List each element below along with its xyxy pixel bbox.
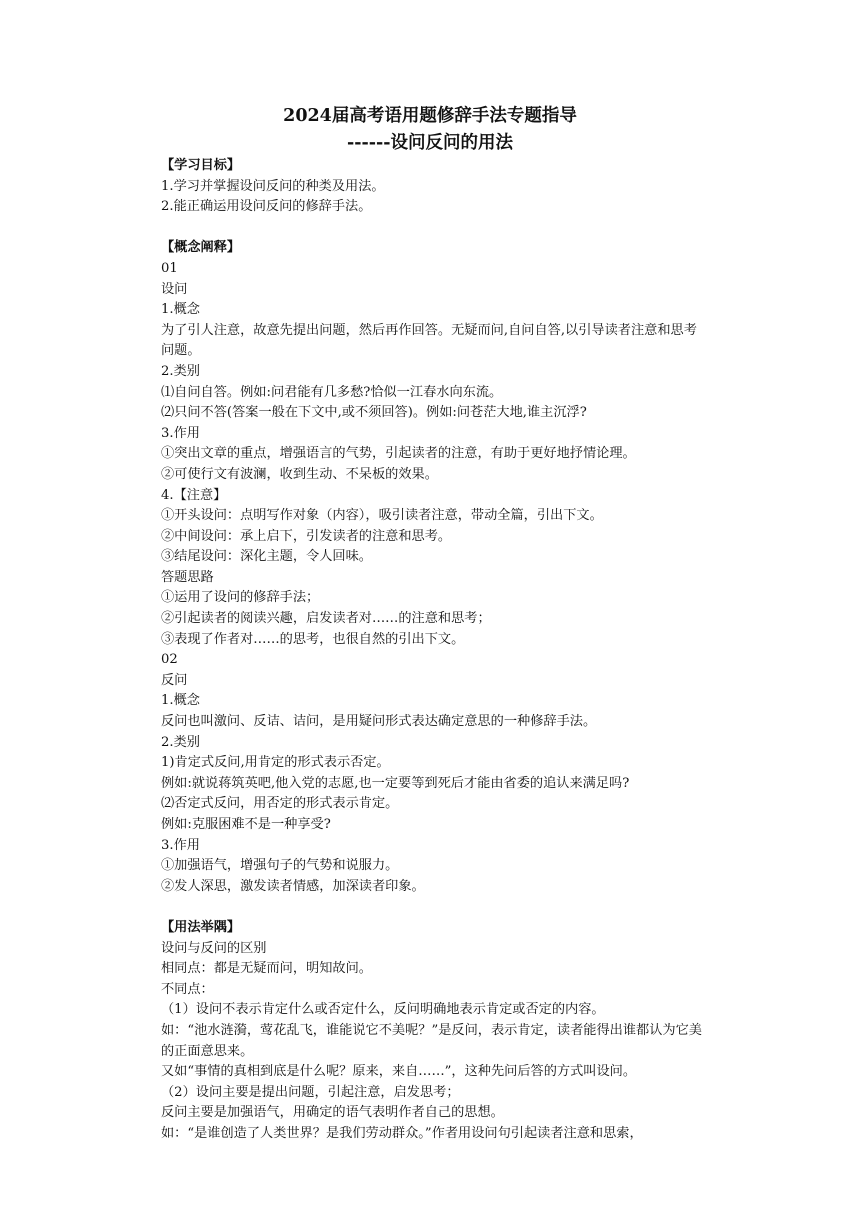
text-line: 相同点：都是无疑而问，明知故问。 [161,961,372,977]
document-body [161,156,709,1145]
text-line: ②可使行文有波澜，收到生动、不呆板的效果。 [161,466,438,482]
text-line: ②发人深思，激发读者情感，加深读者印象。 [161,878,425,894]
text-line: ①开头设问：点明写作对象（内容），吸引读者注意，带动全篇，引出下文。 [161,508,603,524]
text-line: 2.类别 [161,734,200,750]
section-heading: 【概念阐释】 [161,240,241,256]
text-line: 02 [161,652,178,668]
text-line: 设问与反问的区别 [161,940,267,956]
section-heading: 【学习目标】 [161,158,241,173]
text-line: （1）设问不表示肯定什么或否定什么，反问明确地表示肯定或否定的内容。 [161,1002,605,1018]
text-line: 2.能正确运用设问反问的修辞手法。 [161,199,372,215]
document-title: 2024届高考语用题修辞手法专题指导 [283,106,577,126]
text-line: 不同点： [161,981,214,997]
text-line: 反问也叫激问、反诘、诘问，是用疑问形式表达确定意思的一种修辞手法。 [161,714,597,730]
text-line: 3.作用 [161,837,200,853]
text-line: 反问 [161,672,188,688]
text-line: ①突出文章的重点，增强语言的气势，引起读者的注意，有助于更好地抒情论理。 [161,446,636,462]
text-line: 1.学习并掌握设问反问的种类及用法。 [161,178,385,194]
text-line: 4.【注意】 [161,487,227,503]
text-line: 例如:克服困难不是一种享受? [161,817,331,832]
text-line: 01 [161,260,178,276]
text-line: 又如“事情的真相到底是什么呢？原来，来自……”，这种先问后答的方式叫设问。 [161,1064,637,1080]
text-line: ③结尾设问：深化主题，令人回味。 [161,549,372,565]
text-line: 例如:就说蒋筑英吧,他入党的志愿,也一定要等到死后才能由省委的追认来满足吗? [161,775,630,791]
text-line: 如：“池水涟漪，莺花乱飞，谁能说它不美呢？”是反问，表示肯定，读者能得出谁都认为它美的正面意思来。 [161,1022,702,1059]
text-line: ②中间设问：承上启下，引发读者的注意和思考。 [161,528,452,544]
text-line: ①加强语气，增强句子的气势和说服力。 [161,858,399,874]
text-line: 2.类别 [161,363,200,379]
text-line: ⑴自问自答。例如:问君能有几多愁?恰似一江春水向东流。 [161,384,503,400]
text-line: ③表现了作者对……的思考，也很自然的引出下文。 [161,631,465,647]
blank-line [161,218,709,239]
text-line: 1.概念 [161,693,200,709]
document-subtitle: ------设问反问的用法 [346,133,514,153]
text-line: 反问主要是加强语气，用确定的语气表明作者自己的思想。 [161,1105,504,1121]
text-line: 1)肯定式反问,用肯定的形式表示否定。 [161,755,390,771]
text-line: 设问 [161,281,188,297]
text-line: 答题思路 [161,569,214,585]
text-line: ②引起读者的阅读兴趣，启发读者对……的注意和思考； [161,611,491,627]
text-line: 3.作用 [161,425,200,441]
blank-line [161,897,709,918]
text-line: （2）设问主要是提出问题，引起注意，启发思考； [161,1084,460,1100]
text-line: 1.概念 [161,302,200,318]
text-line: ⑵只问不答(答案一般在下文中,或不须回答)。例如:问苍茫大地,谁主沉浮? [161,405,587,421]
text-line: ⑵否定式反问，用否定的形式表示肯定。 [161,796,399,812]
text-line: ①运用了设问的修辞手法； [161,590,320,606]
text-line: 如：“是谁创造了人类世界？是我们劳动群众。”作者用设问句引起读者注意和思索， [161,1125,643,1141]
section-heading: 【用法举隅】 [161,919,241,935]
text-line: 为了引人注意，故意先提出问题，然后再作回答。无疑而问,自问自答,以引导读者注意和思考问题。 [161,322,697,359]
